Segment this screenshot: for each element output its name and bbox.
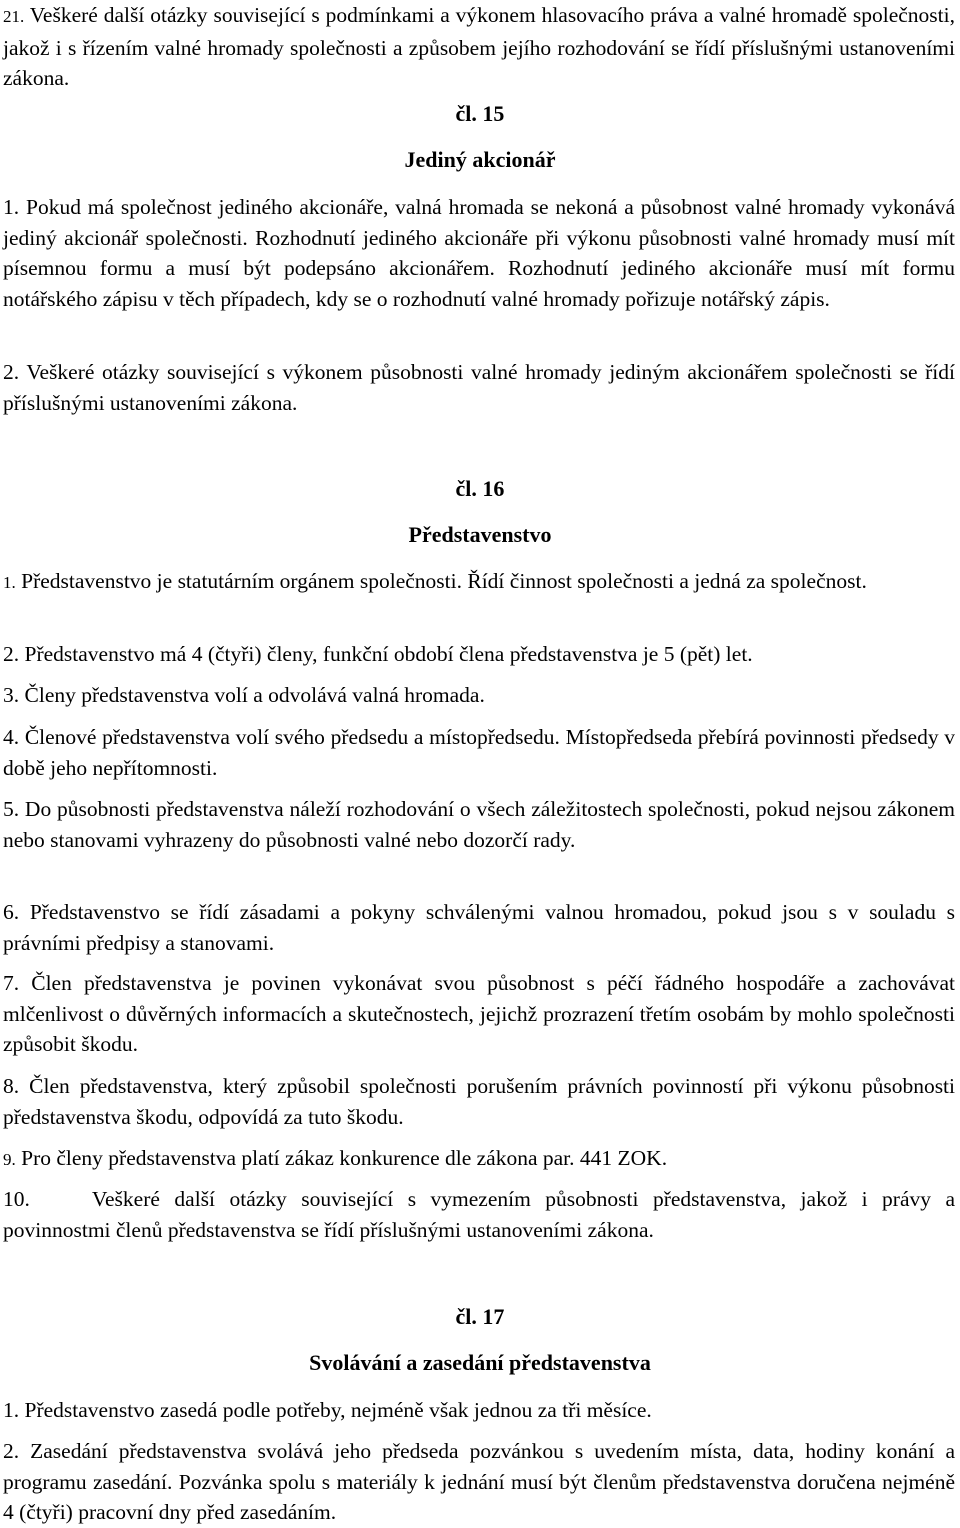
paragraph-text: Členy představenstva volí a odvolává valná hromada. bbox=[24, 683, 485, 707]
article-16-paragraph-9 bbox=[3, 1143, 955, 1176]
paragraph-number: 10. bbox=[3, 1187, 30, 1211]
article-16-paragraph-10 bbox=[3, 1184, 955, 1245]
paragraph-text: Veškeré otázky související s výkonem působnosti valné hromady jediným akcionářem společnosti se řídí příslušnými ustanoveními zákona. bbox=[3, 360, 955, 415]
paragraph-text: Veškeré další otázky související s vymezením působnosti představenstva, jakož i právy a povinnostmi členů představenstva se řídí příslušnými ustanoveními zákona. bbox=[3, 1187, 955, 1242]
paragraph-number: 7. bbox=[3, 971, 20, 995]
paragraph-number: 6. bbox=[3, 900, 20, 924]
paragraph-number: 3. bbox=[3, 683, 20, 707]
paragraph-text: Představenstvo má 4 (čtyři) členy, funkční období člena představenstva je 5 (pět) let. bbox=[24, 642, 753, 666]
article-16-number: čl. 16 bbox=[455, 476, 505, 501]
article-16-paragraph-8 bbox=[3, 1071, 955, 1132]
paragraph-number: 21. bbox=[3, 7, 25, 26]
paragraph-text: Pokud má společnost jediného akcionáře, valná hromada se nekoná a působnost valné hromady vykonává jediný akcionář společnosti. Rozhodnutí jediného akcionáře při výkonu působnosti valné hromady musí mít písemnou formu a musí být podepsáno akcionářem. Rozhodnutí jediného akcionáře musí mít formu notářského zápisu v těch případech, kdy se o rozhodnutí valné hromady pořizuje notářský zápis. bbox=[3, 195, 956, 311]
article-15-title: Jediný akcionář bbox=[404, 147, 556, 172]
paragraph-number: 1. bbox=[3, 195, 20, 219]
article-16-paragraph-3 bbox=[3, 680, 955, 711]
paragraph-text: Zasedání představenstva svolává jeho předseda pozvánkou s uvedením místa, data, hodiny konání a programu zasedání. Pozvánka spolu s materiály k jednání musí být členům představenstva doručena nejméně 4 (čtyři) pracovní dny před zasedáním. bbox=[3, 1439, 955, 1524]
paragraph-text: Do působnosti představenstva náleží rozhodování o všech záležitostech společnosti, pokud nejsou zákonem nebo stanovami vyhrazeny do působnosti valné nebo dozorčí rady. bbox=[3, 797, 955, 852]
article-15-paragraph-2 bbox=[3, 357, 955, 418]
paragraph-21 bbox=[3, 0, 955, 94]
paragraph-number: 2. bbox=[3, 1439, 20, 1463]
article-16-paragraph-2 bbox=[3, 639, 955, 670]
paragraph-text: Člen představenstva, který způsobil společnosti porušením právních povinností při výkonu působnosti představenstva škodu, odpovídá za tuto škodu. bbox=[3, 1074, 956, 1129]
article-15-paragraph-1 bbox=[3, 192, 955, 314]
paragraph-number: 2. bbox=[3, 360, 20, 384]
article-17-number: čl. 17 bbox=[455, 1304, 505, 1329]
paragraph-text: Veškeré další otázky související s podmínkami a výkonem hlasovacího práva a valné hromadě společnosti, jakož i s řízením valné hromady společnosti a způsobem jejího rozhodování se řídí příslušnými ustanoveními zákona. bbox=[3, 3, 955, 90]
article-17-title: Svolávání a zasedání představenstva bbox=[309, 1350, 651, 1375]
paragraph-text: Člen představenstva je povinen vykonávat svou působnost s péčí řádného hospodáře a zachovávat mlčenlivost o důvěrných informacích a skutečnostech, jejichž prozrazení třetím osobám by mohlo společnosti způsobit škodu. bbox=[3, 971, 956, 1056]
article-16-paragraph-4 bbox=[3, 722, 955, 783]
article-16-paragraph-7 bbox=[3, 968, 955, 1060]
paragraph-number: 1. bbox=[3, 573, 16, 592]
paragraph-text: Členové představenstva volí svého předsedu a místopředsedu. Místopředseda přebírá povinnosti předsedy v době jeho nepřítomnosti. bbox=[3, 725, 956, 780]
article-16-paragraph-6 bbox=[3, 897, 955, 958]
paragraph-text: Představenstvo se řídí zásadami a pokyny schválenými valnou hromadou, pokud jsou s v souladu s právními předpisy a stanovami. bbox=[3, 900, 955, 955]
paragraph-number: 8. bbox=[3, 1074, 20, 1098]
article-15-number: čl. 15 bbox=[455, 101, 505, 126]
article-17-paragraph-2 bbox=[3, 1436, 955, 1528]
paragraph-number: 4. bbox=[3, 725, 20, 749]
article-17-paragraph-1 bbox=[3, 1395, 955, 1426]
article-16-title: Představenstvo bbox=[408, 522, 552, 547]
paragraph-text: Představenstvo zasedá podle potřeby, nejméně však jednou za tři měsíce. bbox=[24, 1398, 652, 1422]
paragraph-number: 1. bbox=[3, 1398, 20, 1422]
paragraph-number: 2. bbox=[3, 642, 20, 666]
paragraph-text: Představenstvo je statutárním orgánem společnosti. Řídí činnost společnosti a jedná za společnost. bbox=[21, 569, 867, 593]
paragraph-number: 5. bbox=[3, 797, 20, 821]
paragraph-text: Pro členy představenstva platí zákaz konkurence dle zákona par. 441 ZOK. bbox=[21, 1146, 668, 1170]
article-16-paragraph-1 bbox=[3, 566, 955, 599]
article-16-paragraph-5 bbox=[3, 794, 955, 855]
paragraph-number: 9. bbox=[3, 1150, 16, 1169]
